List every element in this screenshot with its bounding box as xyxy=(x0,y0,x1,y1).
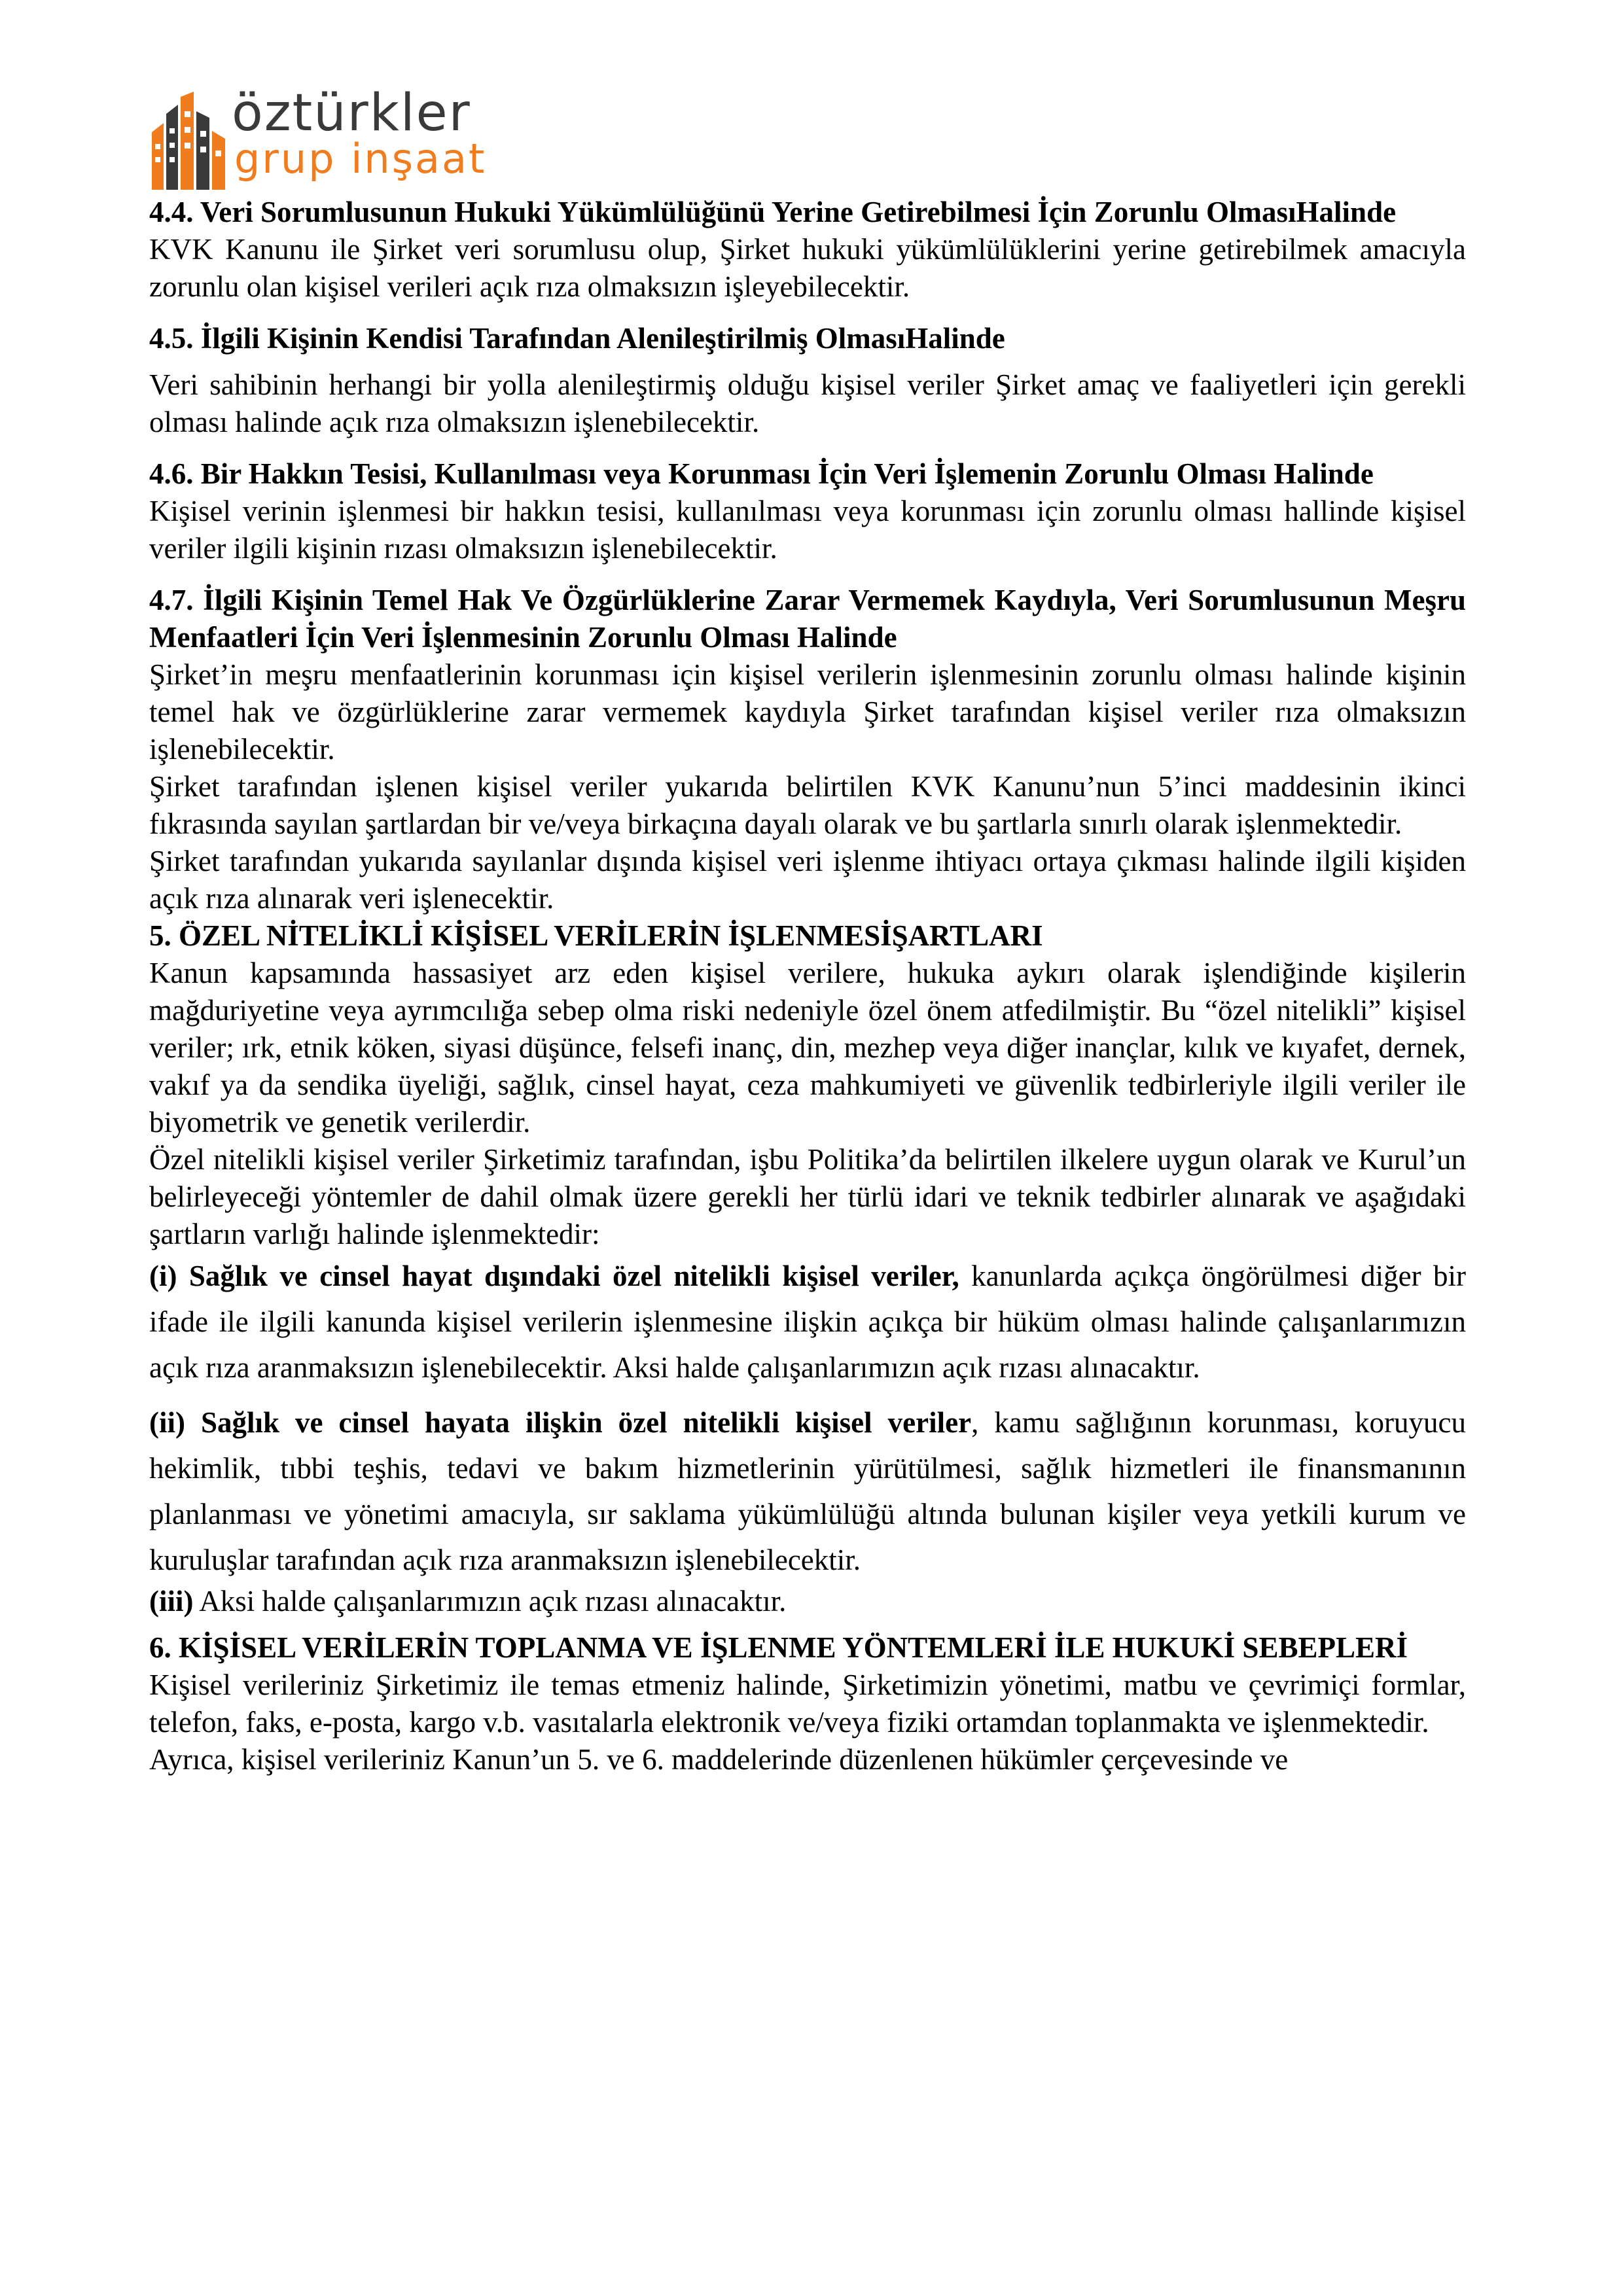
section-4-4-heading: 4.4. Veri Sorumlusunun Hukuki Yükümlülüğünü Yerine Getirebilmesi İçin Zorunlu OlmasıHalinde xyxy=(149,196,1397,228)
section-5-body-1: Kanun kapsamında hassasiyet arz eden kişisel verilere, hukuka aykırı olarak işlendiğinde kişilerin mağduriyetine veya ayrımcılığa sebep olma riski nedeniyle özel önem atfedilmiştir. Bu “özel nitelikli” kişisel veriler; ırk, etnik köken, siyasi düşünce, felsefi inanç, din, mezhep veya diğer inançlar, kılık ve kıyafet, dernek, vakıf ya da sendika üyeliği, sağlık, cinsel hayat, ceza mahkumiyeti ve güvenlik tedbirleriyle ilgili veriler ile biyometrik ve genetik verilerdir. xyxy=(149,957,1466,1139)
section-4-5-body: Veri sahibinin herhangi bir yolla alenileştirmiş olduğu kişisel veriler Şirket amaç ve faaliyetleri için gerekli olması halinde açık rıza olmaksızın işlenebilecektir. xyxy=(149,368,1466,438)
section-5-item-1-text: kanunlarda açıkça öngörülmesi diğer bir ifade ile ilgili kanunda kişisel verilerin işlenmesine ilişkin açıkça bir hüküm olması halinde çalışanlarımızın açık rıza aranmaksızın işlenebilecektir. Aksi halde çalışanlarımızın açık rızası alınacaktır. xyxy=(149,1260,1466,1384)
logo-name: öztürkler xyxy=(232,84,471,143)
building-logo-icon xyxy=(149,92,232,190)
document-body xyxy=(149,194,1466,1778)
section-6-body-2: Ayrıca, kişisel verileriniz Kanun’un 5. ve 6. maddelerinde düzenlenen hükümler çerçevesinde ve xyxy=(149,1743,1289,1776)
section-5-item-3-title: (iii) xyxy=(149,1585,194,1617)
section-5-item-2-text: , kamu sağlığının korunması, koruyucu hekimlik, tıbbi teşhis, tedavi ve bakım hizmetlerinin yürütülmesi, sağlık hizmetleri ile finansmanının planlanması ve yönetimi amacıyla, sır saklama yükümlülüğü altında bulunan kişiler veya yetkili kurum ve kuruluşlar tarafından açık rıza aranmaksızın işlenebilecektir. xyxy=(149,1406,1466,1576)
section-5-body-2: Özel nitelikli kişisel veriler Şirketimiz tarafından, işbu Politika’da belirtilen ilkelere uygun olarak ve Kurul’un belirleyeceği yöntemler de dahil olmak üzere gerekli her türlü idari ve teknik tedbirler alınarak ve aşağıdaki şartların varlığı halinde işlenmektedir: xyxy=(149,1143,1466,1250)
logo-tagline: grup inşaat xyxy=(234,135,487,183)
company-logo xyxy=(149,84,529,190)
section-4-7-body-2: Şirket tarafından işlenen kişisel veriler yukarıda belirtilen KVK Kanunu’nun 5’inci maddesinin ikinci fıkrasında sayılan şartlardan bir ve/veya birkaçına dayalı olarak ve bu şartlarla sınırlı olarak işlenmektedir. xyxy=(149,770,1466,840)
section-4-6-body: Kişisel verinin işlenmesi bir hakkın tesisi, kullanılması veya korunması için zorunlu olması hallinde kişisel veriler ilgili kişinin rızası olmaksızın işlenebilecektir. xyxy=(149,495,1466,565)
section-4-5-heading: 4.5. İlgili Kişinin Kendisi Tarafından Alenileştirilmiş OlmasıHalinde xyxy=(149,322,1005,355)
section-5-item-3-text: Aksi halde çalışanlarımızın açık rızası alınacaktır. xyxy=(193,1585,787,1617)
section-5-item-1 xyxy=(149,1253,1466,1390)
section-4-7-body-3: Şirket tarafından yukarıda sayılanlar dışında kişisel veri işlenme ihtiyacı ortaya çıkması halinde ilgili kişiden açık rıza alınarak veri işlenecektir. xyxy=(149,845,1466,915)
section-5-heading: 5. ÖZEL NİTELİKLİ KİŞİSEL VERİLERİN İŞLENMESİŞARTLARI xyxy=(149,919,1043,952)
section-6-heading: 6. KİŞİSEL VERİLERİN TOPLANMA VE İŞLENME YÖNTEMLERİ İLE HUKUKİ SEBEPLERİ xyxy=(149,1631,1408,1664)
section-5-item-2-title: (ii) Sağlık ve cinsel hayata ilişkin özel nitelikli kişisel veriler xyxy=(149,1406,972,1439)
section-5-item-3 xyxy=(149,1583,1466,1620)
section-4-7-heading: 4.7. İlgili Kişinin Temel Hak Ve Özgürlüklerine Zarar Vermemek Kaydıyla, Veri Sorumlusunun Meşru Menfaatleri İçin Veri İşlenmesinin Zorunlu Olması Halinde xyxy=(149,584,1466,654)
section-5-item-2 xyxy=(149,1400,1466,1583)
section-4-4-body: KVK Kanunu ile Şirket veri sorumlusu olup, Şirket hukuki yükümlülüklerini yerine getirebilmek amacıyla zorunlu olan kişisel verileri açık rıza olmaksızın işleyebilecektir. xyxy=(149,233,1466,303)
section-4-7-body-1: Şirket’in meşru menfaatlerinin korunması için kişisel verilerin işlenmesinin zorunlu olması halinde kişinin temel hak ve özgürlüklerine zarar vermemek kaydıyla Şirket tarafından kişisel veriler rıza olmaksızın işlenebilecektir. xyxy=(149,658,1466,766)
section-5-item-1-title: (i) Sağlık ve cinsel hayat dışındaki özel nitelikli kişisel veriler, xyxy=(149,1260,959,1292)
section-4-6-heading: 4.6. Bir Hakkın Tesisi, Kullanılması veya Korunması İçin Veri İşlemenin Zorunlu Olması Halinde xyxy=(149,457,1374,490)
section-6-body-1: Kişisel verileriniz Şirketimiz ile temas etmeniz halinde, Şirketimizin yönetimi, matbu ve çevrimiçi formlar, telefon, faks, e-posta, kargo v.b. vasıtalarla elektronik ve/veya fiziki ortamdan toplanmakta ve işlenmektedir. xyxy=(149,1669,1466,1739)
